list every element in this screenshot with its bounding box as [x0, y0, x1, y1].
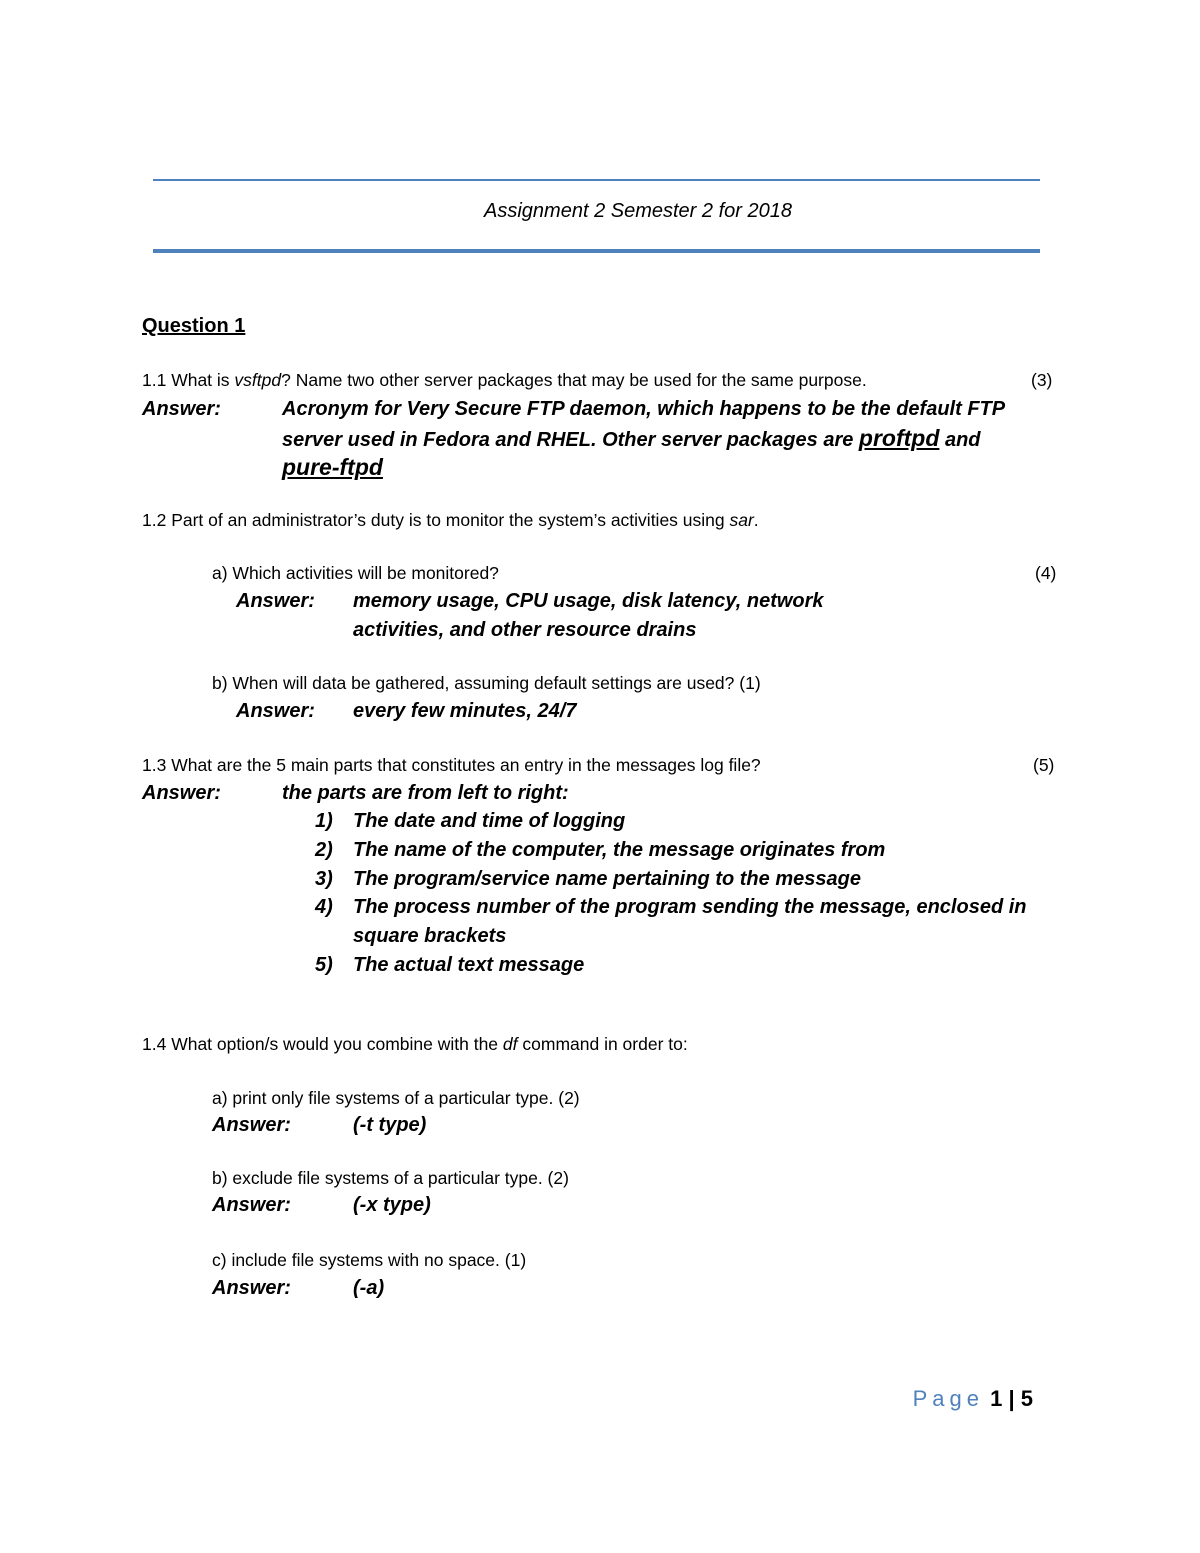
- question-1-4-c: c) include file systems with no space. (1): [212, 1250, 527, 1270]
- list-item: [315, 951, 584, 979]
- question-1-2-a: a) Which activities will be monitored?: [212, 563, 499, 583]
- list-item-number: 2): [315, 839, 333, 861]
- answer-text: server used in Fedora and RHEL. Other server packages are: [282, 429, 859, 451]
- list-item-number: 1): [315, 810, 333, 832]
- package-pure-ftpd: pure-ftpd: [282, 454, 383, 480]
- page-footer: [913, 1386, 1033, 1412]
- answer-label: Answer:: [236, 700, 315, 722]
- answer-label: Answer:: [212, 1194, 291, 1216]
- question-text: 1.2 Part of an administrator’s duty is to monitor the system’s activities using: [142, 510, 730, 530]
- list-item-number: 4): [315, 896, 333, 918]
- answer-1-4-a: (-t type): [353, 1114, 427, 1136]
- question-1-4: [142, 1032, 688, 1056]
- list-item-text: The name of the computer, the message originates from: [353, 839, 886, 861]
- term-sar: sar: [729, 510, 754, 530]
- answer-1-3-intro: the parts are from left to right:: [282, 782, 569, 804]
- list-item-text: square brackets: [353, 925, 507, 947]
- answer-1-4-c: (-a): [353, 1277, 385, 1299]
- answer-label: Answer:: [142, 782, 221, 804]
- page-number: 1: [990, 1386, 1003, 1411]
- list-item-number: 5): [315, 954, 333, 976]
- answer-1-2-b: every few minutes, 24/7: [353, 700, 577, 722]
- question-1-1: [142, 368, 867, 392]
- list-item-text: The program/service name pertaining to the message: [353, 868, 861, 890]
- answer-1-2-a-line2: activities, and other resource drains: [353, 619, 697, 641]
- answer-1-1-line1: Acronym for Very Secure FTP daemon, which happens to be the default FTP: [282, 398, 1006, 420]
- list-item-number: 3): [315, 868, 333, 890]
- term-df: df: [502, 1034, 518, 1054]
- question-1-4-a: a) print only file systems of a particular type. (2): [212, 1088, 580, 1108]
- page-total: 5: [1020, 1386, 1033, 1411]
- document-title: Assignment 2 Semester 2 for 2018: [484, 200, 792, 222]
- page-separator: |: [1008, 1386, 1015, 1411]
- header-rule-bottom: [153, 249, 1040, 253]
- answer-1-1-line2: [282, 424, 981, 454]
- answer-label: Answer:: [212, 1114, 291, 1136]
- list-item: [315, 807, 625, 835]
- package-proftpd: proftpd: [858, 425, 940, 451]
- list-item-text: The date and time of logging: [353, 810, 626, 832]
- answer-1-1-line3: [282, 453, 383, 483]
- answer-label: Answer:: [142, 398, 221, 420]
- answer-text: and: [939, 429, 981, 451]
- question-text: ? Name two other server packages that may be used for the same purpose.: [281, 370, 867, 390]
- term-vsftpd: vsftpd: [234, 370, 282, 390]
- list-item-text: The process number of the program sending the message, enclosed in: [353, 896, 1027, 918]
- list-item: [315, 836, 885, 864]
- question-1-2-b: b) When will data be gathered, assuming default settings are used? (1): [212, 673, 761, 693]
- list-item: [315, 865, 861, 893]
- question-1-4-b: b) exclude file systems of a particular type. (2): [212, 1168, 569, 1188]
- question-1-3: 1.3 What are the 5 main parts that constitutes an entry in the messages log file?: [142, 755, 761, 775]
- question-heading: Question 1: [142, 315, 246, 337]
- answer-label: Answer:: [236, 590, 315, 612]
- marks-1-2-a: (4): [1035, 563, 1057, 583]
- list-item-text: The actual text message: [353, 954, 585, 976]
- question-text: 1.4 What option/s would you combine with the: [142, 1034, 503, 1054]
- page-word: Page: [912, 1386, 984, 1411]
- marks-1-3: (5): [1033, 755, 1055, 775]
- marks-1-1: (3): [1031, 370, 1053, 390]
- list-item-continuation: [315, 922, 506, 950]
- answer-label: Answer:: [212, 1277, 291, 1299]
- question-text: command in order to:: [517, 1034, 688, 1054]
- list-item: [315, 893, 1027, 921]
- header-rule-top: [153, 179, 1040, 181]
- question-1-2: [142, 508, 759, 532]
- answer-1-2-a-line1: memory usage, CPU usage, disk latency, network: [353, 590, 824, 612]
- question-text: 1.1 What is: [142, 370, 235, 390]
- answer-1-4-b: (-x type): [353, 1194, 431, 1216]
- question-text: .: [753, 510, 759, 530]
